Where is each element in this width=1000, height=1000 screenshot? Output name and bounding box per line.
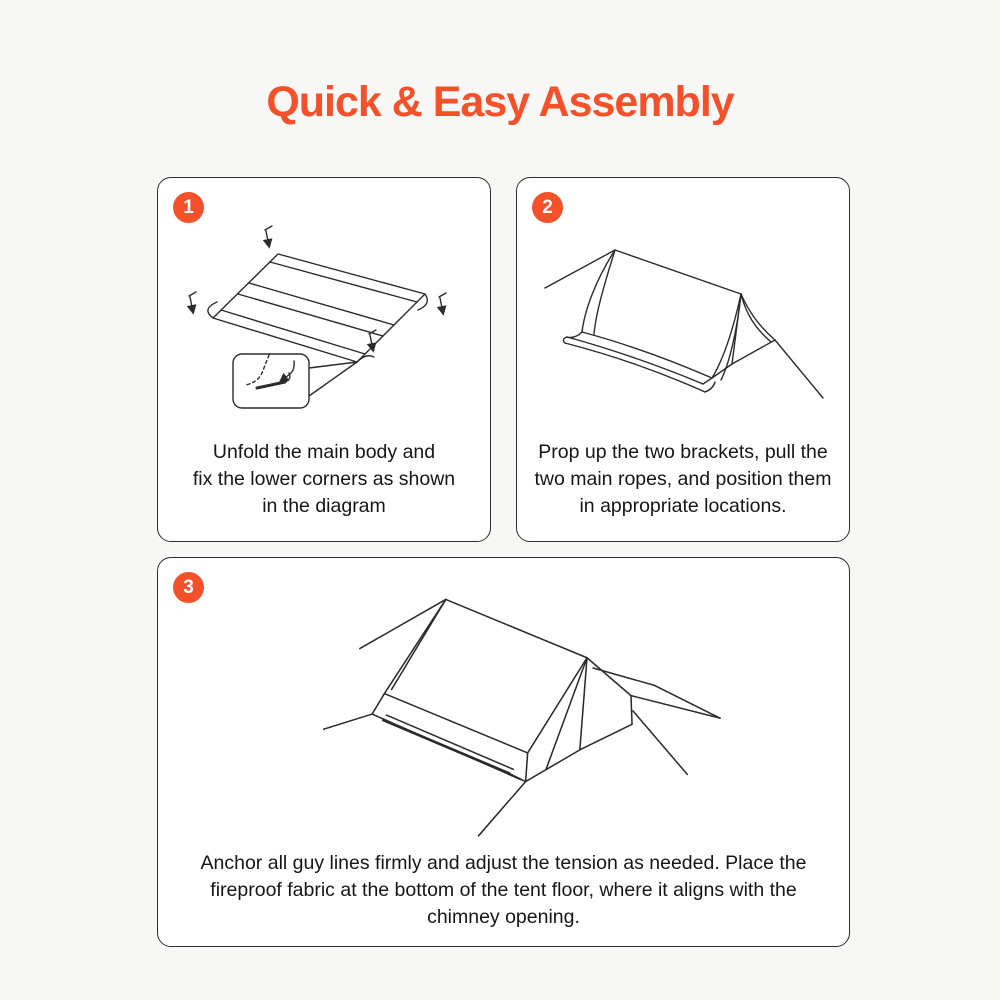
step-1-diagram — [173, 224, 475, 436]
right-main-rope — [775, 340, 823, 398]
corner-arrow-icon — [439, 293, 446, 313]
step-2-number-badge: 2 — [532, 192, 563, 223]
front-guy-line — [479, 782, 526, 836]
step-3-number-badge: 3 — [173, 572, 204, 603]
step-card-1 — [157, 177, 491, 542]
step-3-diagram — [323, 584, 763, 840]
corner-arrow-icon — [189, 292, 196, 312]
tent-sheet-outline — [213, 254, 425, 362]
unfolded-tent-illustration — [173, 224, 475, 436]
anchored-tent-illustration — [323, 584, 763, 840]
step-2-caption: Prop up the two brackets, pull the two main ropes, and position them in appropriate locations. — [534, 441, 832, 517]
step-3-caption: Anchor all guy lines firmly and adjust the tension as needed. Place the fireproof fabric at the bottom of the tent floor, where it aligns with the chimney opening. — [200, 852, 807, 928]
propped-tent-illustration — [535, 236, 833, 436]
step-card-3 — [157, 557, 850, 947]
step-1-caption: Unfold the main body and fix the lower corners as shown in the diagram — [192, 441, 456, 517]
step-card-2 — [516, 177, 850, 542]
step-2-diagram — [535, 236, 833, 436]
step-1-number-badge: 1 — [173, 192, 204, 223]
corner-detail-callout-box — [233, 354, 309, 408]
page-title: Quick & Easy Assembly — [266, 78, 734, 126]
left-guy-line — [323, 714, 372, 729]
back-guy-line — [360, 599, 446, 648]
corner-arrow-icon — [265, 226, 272, 246]
right-upper-guy-line — [631, 696, 720, 719]
right-lower-guy-line — [633, 711, 687, 774]
